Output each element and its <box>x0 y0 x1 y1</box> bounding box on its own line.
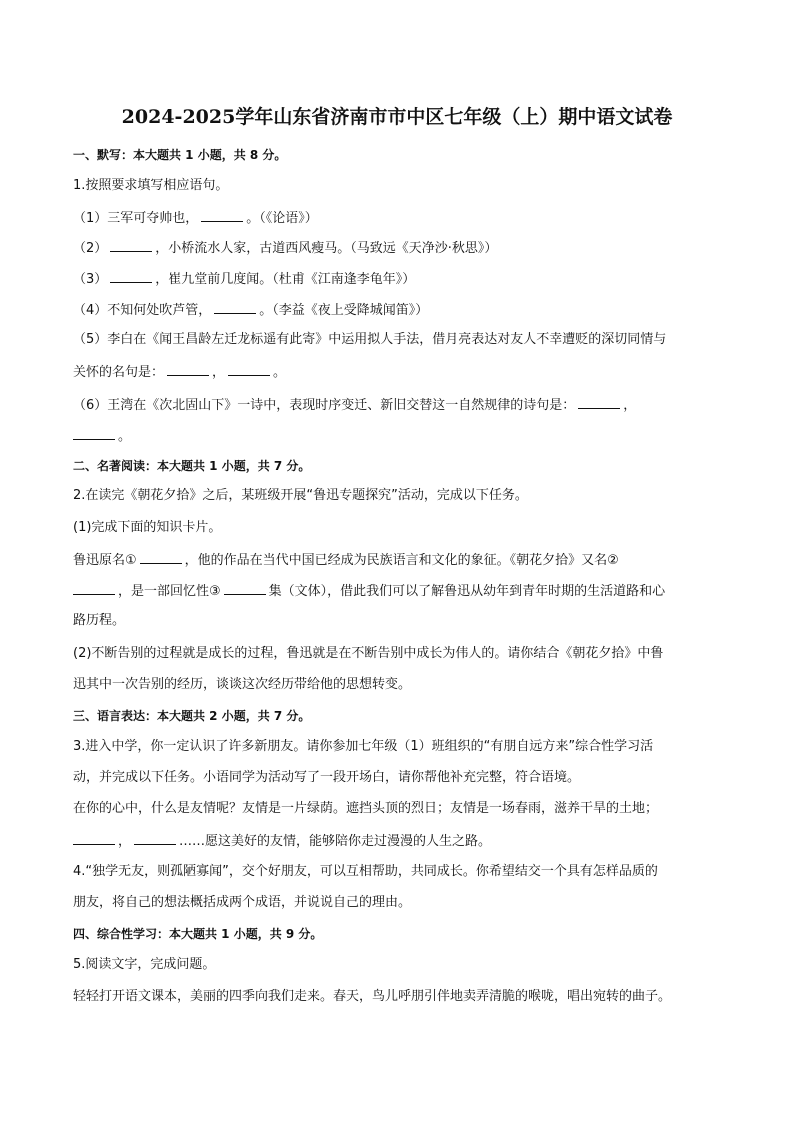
question-1-item-3 <box>73 268 415 290</box>
answer-blank <box>167 361 209 376</box>
question-5-passage-line-1: 轻轻打开语文课本，美丽的四季向我们走来。春天，鸟儿呼朋引伴地卖弄清脆的喉咙，唱出宛转的曲子。 <box>73 989 672 1004</box>
item-text: ，崔九堂前几度闻。（杜甫《江南逢李龟年》） <box>155 272 416 287</box>
knowledge-card-line-3: 路历程。 <box>73 613 126 628</box>
question-2-stem: 2.在读完《朝花夕拾》之后，某班级开展“鲁迅专题探究”活动，完成以下任务。 <box>73 488 528 503</box>
exam-title: 2024-2025学年山东省济南市市中区七年级（上）期中语文试卷 <box>121 106 673 128</box>
answer-blank <box>578 394 620 409</box>
item-text: （1）三军可夺帅也， <box>73 211 199 226</box>
question-2-part-2-line-2: 迅其中一次告别的经历，谈谈这次经历带给他的思想转变。 <box>73 677 412 692</box>
item-text: ……愿这美好的友情，能够陪你走过漫漫的人生之路。 <box>179 834 492 849</box>
item-text: 。（《论语》） <box>246 211 318 226</box>
item-text: ， <box>212 365 226 380</box>
item-text: （3） <box>73 272 108 287</box>
answer-blank <box>110 268 152 283</box>
section-heading-dictation: 一、默写：本大题共 1 小题，共 8 分。 <box>73 148 287 162</box>
knowledge-card-line-2 <box>73 580 665 602</box>
question-2-part-1: (1)完成下面的知识卡片。 <box>73 520 222 535</box>
item-text: ， <box>118 834 132 849</box>
question-1-stem: 1.按照要求填写相应语句。 <box>73 178 229 193</box>
answer-blank <box>134 830 176 845</box>
item-text: 关怀的名句是： <box>73 365 165 380</box>
item-text: 。（李益《夜上受降城闻笛》） <box>259 303 429 318</box>
answer-blank <box>73 830 115 845</box>
knowledge-card-line-1 <box>73 549 619 571</box>
question-1-item-6-line-2 <box>73 425 131 447</box>
item-text: ，小桥流水人家，古道西风瘦马。（马致远《天净沙·秋思》） <box>155 241 498 256</box>
question-2-part-2-line-1: (2)不断告别的过程就是成长的过程，鲁迅就是在不断告别中成长为伟人的。请你结合《朝花夕拾》中鲁 <box>73 646 664 661</box>
question-1-item-1 <box>73 207 318 229</box>
item-text: （4）不知何处吹芦管， <box>73 303 212 318</box>
question-3-line-4 <box>73 830 491 852</box>
answer-blank <box>214 299 256 314</box>
section-heading-expression: 三、语言表达：本大题共 2 小题，共 7 分。 <box>73 709 311 723</box>
item-text: 鲁迅原名① <box>73 553 137 568</box>
question-3-line-1: 3.进入中学，你一定认识了许多新朋友。请你参加七年级（1）班组织的“有朋自远方来”综合性学习活 <box>73 739 654 754</box>
answer-blank <box>110 237 152 252</box>
answer-blank <box>224 580 266 595</box>
item-text: （2） <box>73 241 108 256</box>
item-text: ，他的作品在当代中国已经成为民族语言和文化的象征。《朝花夕拾》又名② <box>184 553 619 568</box>
question-4-line-1: 4.“独学无友，则孤陋寡闻”，交个好朋友，可以互相帮助，共同成长。你希望结交一个具有怎样品质的 <box>73 864 658 879</box>
answer-blank <box>73 580 115 595</box>
item-text: （6）王湾在《次北固山下》一诗中，表现时序变迁、新旧交替这一自然规律的诗句是： <box>73 398 576 413</box>
question-1-item-5-line-2 <box>73 361 286 383</box>
question-1-item-2 <box>73 237 497 259</box>
answer-blank <box>228 361 270 376</box>
question-1-item-5-line-1: （5）李白在《闻王昌龄左迁龙标遥有此寄》中运用拟人手法，借月亮表达对友人不幸遭贬的深切同情与 <box>73 332 667 347</box>
answer-blank <box>140 549 182 564</box>
question-3-line-3: 在你的心中，什么是友情呢？友情是一片绿荫。遮挡头顶的烈日；友情是一场春雨，滋养干旱的土地； <box>73 801 659 816</box>
question-1-item-4 <box>73 299 428 321</box>
item-text: ，是一部回忆性③ <box>118 584 221 599</box>
question-3-line-2: 动，并完成以下任务。小语同学为活动写了一段开场白，请你帮他补充完整，符合语境。 <box>73 770 581 785</box>
answer-blank <box>73 425 115 440</box>
question-1-item-6-line-1 <box>73 394 636 416</box>
item-text: 。 <box>273 365 287 380</box>
answer-blank <box>201 207 243 222</box>
section-heading-comprehensive: 四、综合性学习：本大题共 1 小题，共 9 分。 <box>73 927 323 941</box>
question-5-stem: 5.阅读文字，完成问题。 <box>73 957 216 972</box>
section-heading-classics: 二、名著阅读：本大题共 1 小题，共 7 分。 <box>73 459 311 473</box>
item-text: ， <box>623 398 637 413</box>
item-text: 。 <box>118 429 132 444</box>
question-4-line-2: 朋友，将自己的想法概括成两个成语，并说说自己的理由。 <box>73 895 412 910</box>
item-text: 集（文体），借此我们可以了解鲁迅从幼年到青年时期的生活道路和心 <box>268 584 666 599</box>
